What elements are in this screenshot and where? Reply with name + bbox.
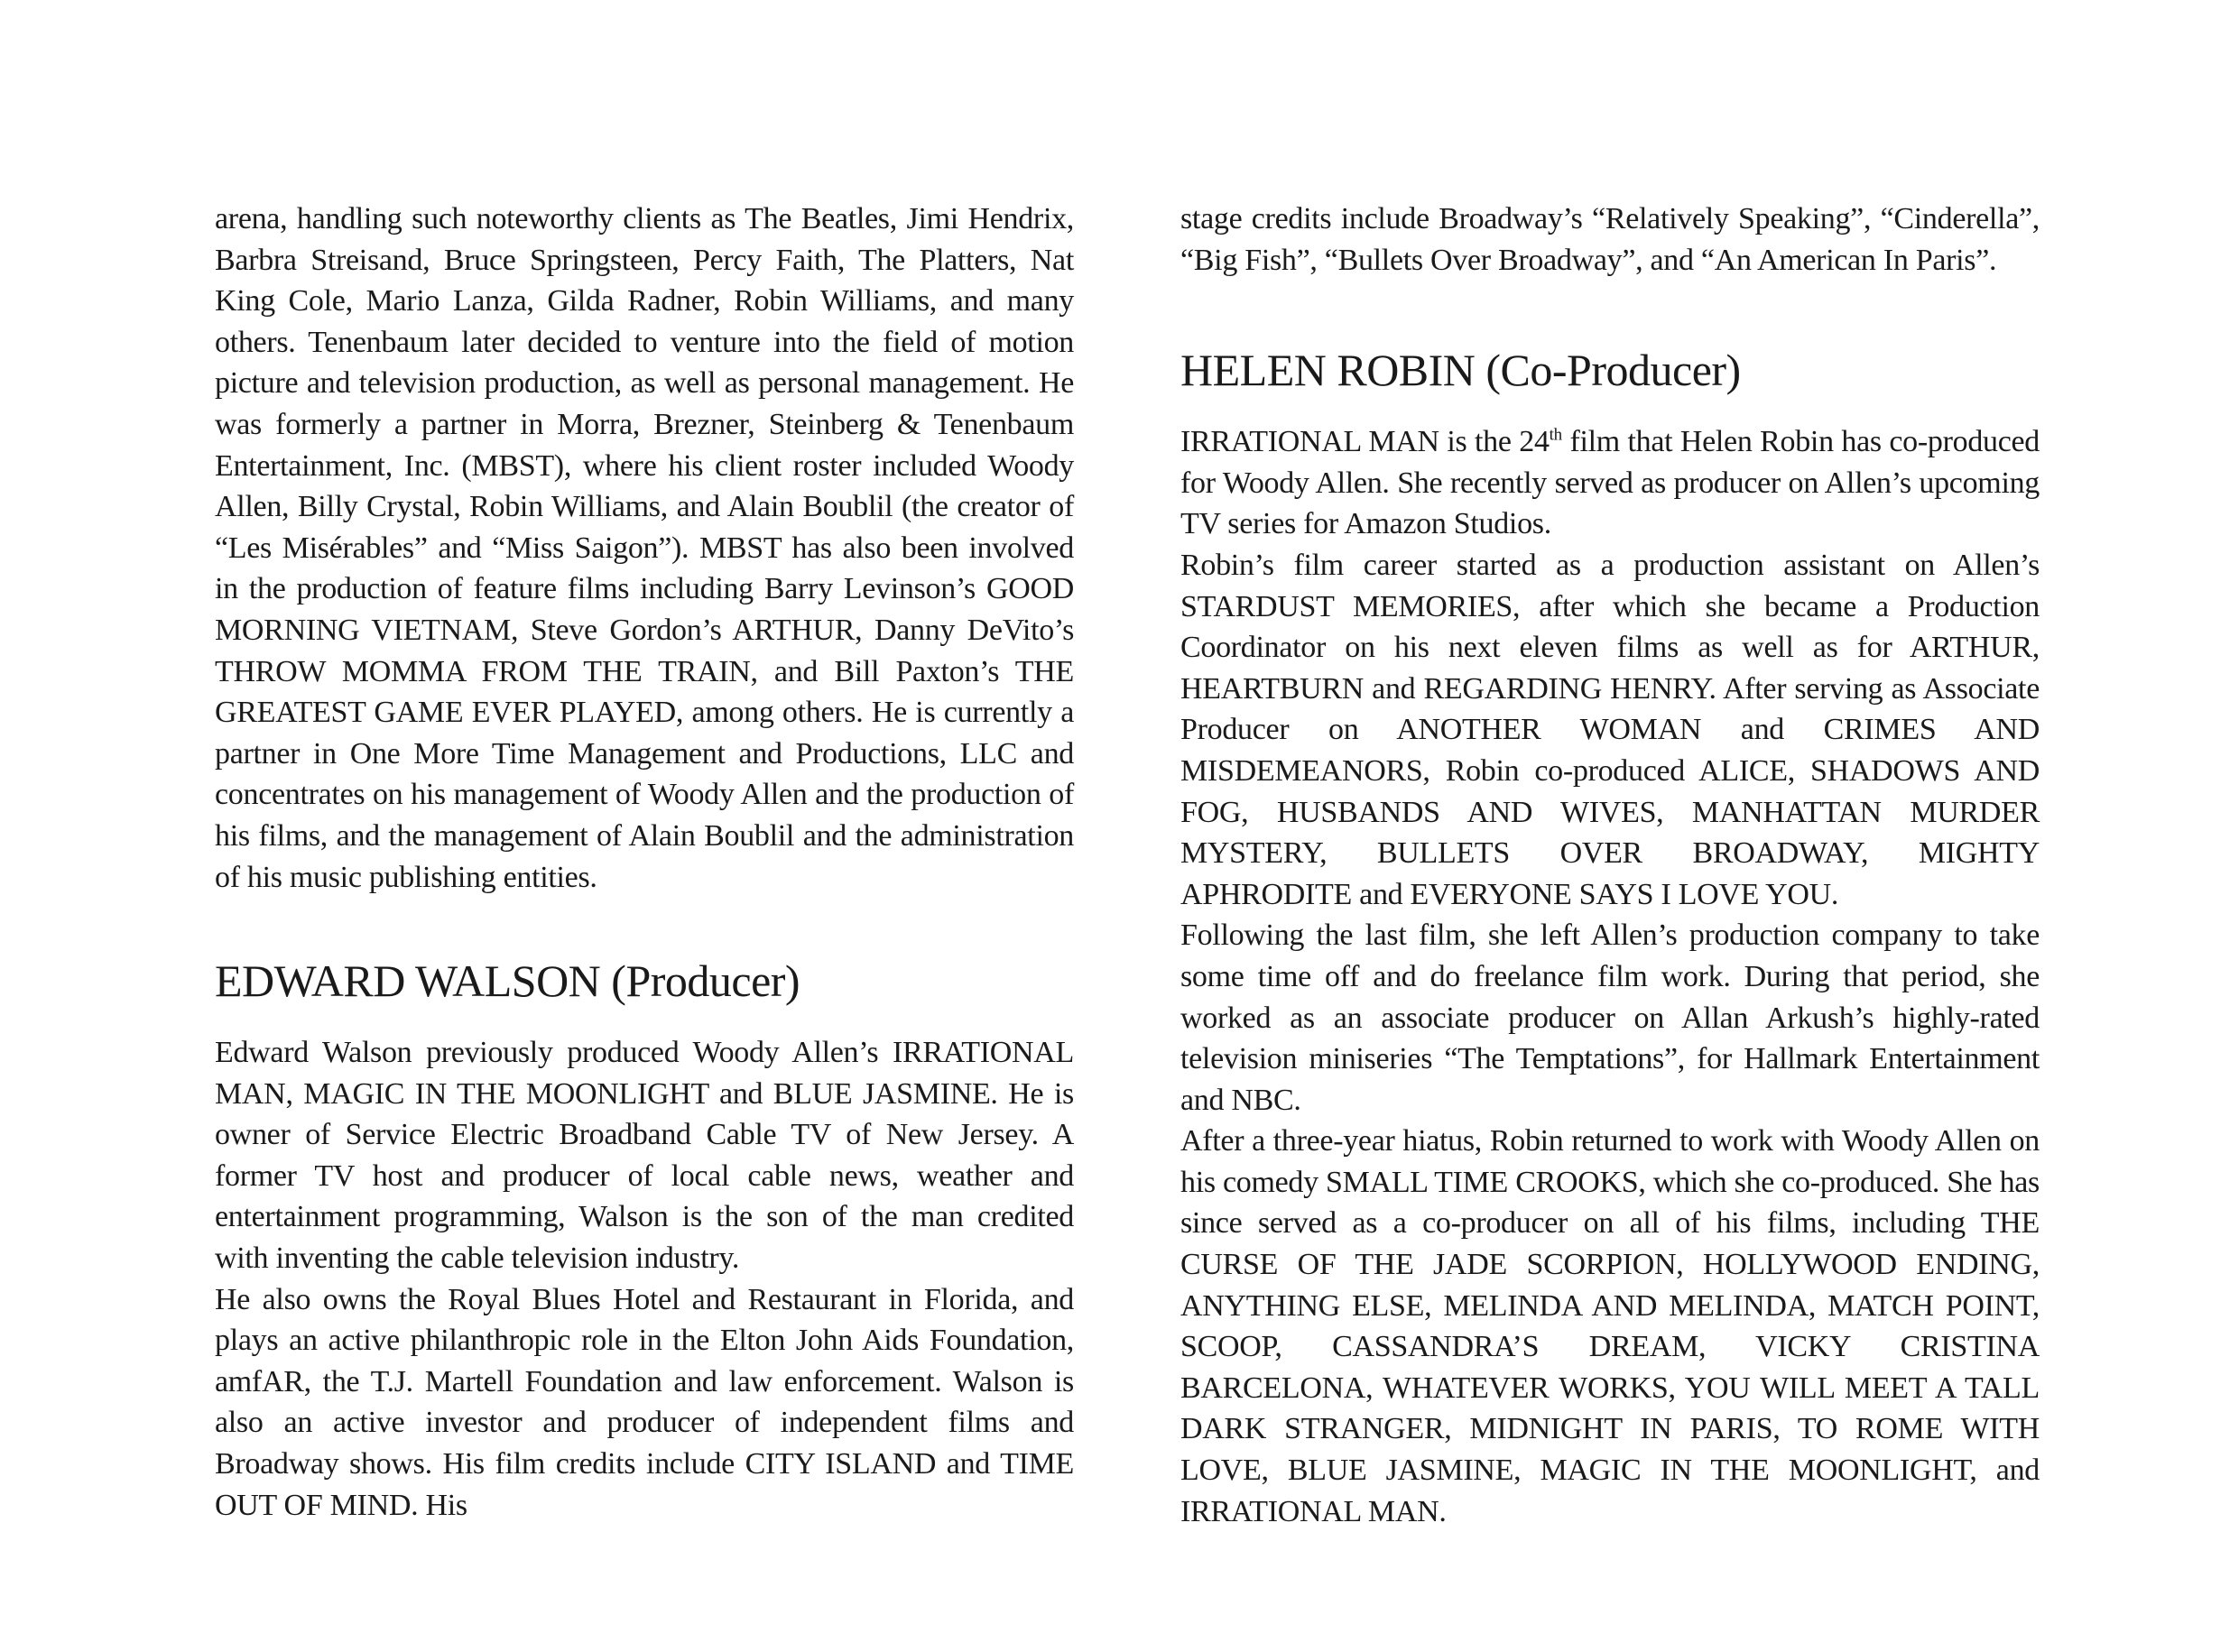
left-column — [215, 198, 1074, 1526]
robin-bio-paragraph-4: After a three-year hiatus, Robin returned to work with Woody Allen on his comedy SMALL TIME CROOKS, which she co-produced. She has since served as a co-producer on all of his films, including THE CURSE OF THE JADE SCORPION, HOLLYWOOD ENDING, ANYTHING ELSE, MELINDA AND MELINDA, MATCH POINT, SCOOP, CASSANDRA’S DREAM, VICKY CRISTINA BARCELONA, WHATEVER WORKS, YOU WILL MEET A TALL DARK STRANGER, MIDNIGHT IN PARIS, TO ROME WITH LOVE, BLUE JASMINE, MAGIC IN THE MOONLIGHT, and IRRATIONAL MAN. — [1180, 1124, 2040, 1528]
ordinal-suffix: th — [1549, 425, 1562, 445]
walson-bio-paragraph-1: Edward Walson previously produced Woody Allen’s IRRATIONAL MAN, MAGIC IN THE MOONLIGHT and BLUE JASMINE. He is owner of Service Electric Broadband Cable TV of New Jersey. A former TV host and producer of local cable news, weather and entertainment programming, Walson is the son of the man credited with inventing the cable television industry. — [215, 1036, 1074, 1276]
robin-bio-p1-text-rest: film that Helen Robin has co-produced for Woody Allen. She recently served as producer on Allen’s upcoming TV series for Amazon Studios. — [1180, 425, 2040, 541]
robin-bio-paragraph-3: Following the last film, she left Allen’s production company to take some time off and do freelance film work. During that period, she worked as an associate producer on Allan Arkush’s highly-rated television miniseries “The Temptations”, for Hallmark Entertainment and NBC. — [1180, 918, 2040, 1117]
walson-bio-continuation: stage credits include Broadway’s “Relatively Speaking”, “Cinderella”, “Big Fish”, “Bullets Over Broadway”, and “An American In Paris”. — [1180, 202, 2040, 277]
right-column — [1180, 198, 2040, 1532]
spacer — [1180, 397, 2040, 421]
robin-bio-paragraph-2: Robin’s film career started as a production assistant on Allen’s STARDUST MEMORIES, after which she became a Production Coordinator on his next eleven films as well as for ARTHUR, HEARTBURN and REGARDING HENRY. After serving as Associate Producer on ANOTHER WOMAN and CRIMES AND MISDEMEANORS, Robin co-produced ALICE, SHADOWS AND FOG, HUSBANDS AND WIVES, MANHATTAN MURDER MYSTERY, BULLETS OVER BROADWAY, MIGHTY APHRODITE and EVERYONE SAYS I LOVE YOU. — [1180, 548, 2040, 911]
spacer — [215, 898, 1074, 954]
robin-bio-p1-text: IRRATIONAL MAN is the 24 — [1180, 425, 1550, 459]
walson-bio-paragraph-2: He also owns the Royal Blues Hotel and Restaurant in Florida, and plays an active philanthropic role in the Elton John Aids Foundation, amfAR, the T.J. Martell Foundation and law enforcement. Walson is also an active investor and producer of independent films and Broadway shows. His film credits include CITY ISLAND and TIME OUT OF MIND. His — [215, 1282, 1074, 1522]
section-heading-edward-walson: EDWARD WALSON (Producer) — [215, 955, 800, 1007]
section-heading-helen-robin: HELEN ROBIN (Co-Producer) — [1180, 345, 1741, 396]
spacer — [215, 1008, 1074, 1032]
tenenbaum-bio-continuation: arena, handling such noteworthy clients as The Beatles, Jimi Hendrix, Barbra Streisand, Bruce Springsteen, Percy Faith, The Platters, Nat King Cole, Mario Lanza, Gilda Radner, Robin Williams, and many others. Tenenbaum later decided to venture into the field of motion picture and television production, as well as personal management. He was formerly a partner in Morra, Brezner, Steinberg & Tenenbaum Entertainment, Inc. (MBST), where his client roster included Woody Allen, Billy Crystal, Robin Williams, and Alain Boublil (the creator of “Les Misérables” and “Miss Saigon”). MBST has also been involved in the production of feature films including Barry Levinson’s GOOD MORNING VIETNAM, Steve Gordon’s ARTHUR, Danny DeVito’s THROW MOMMA FROM THE TRAIN, and Bill Paxton’s THE GREATEST GAME EVER PLAYED, among others. He is currently a partner in One More Time Management and Productions, LLC and concentrates on his management of Woody Allen and the production of his films, and the management of Alain Boublil and the administration of his music publishing entities. — [215, 202, 1074, 894]
robin-bio-paragraph-1 — [1180, 421, 2040, 545]
spacer — [1180, 281, 2040, 343]
